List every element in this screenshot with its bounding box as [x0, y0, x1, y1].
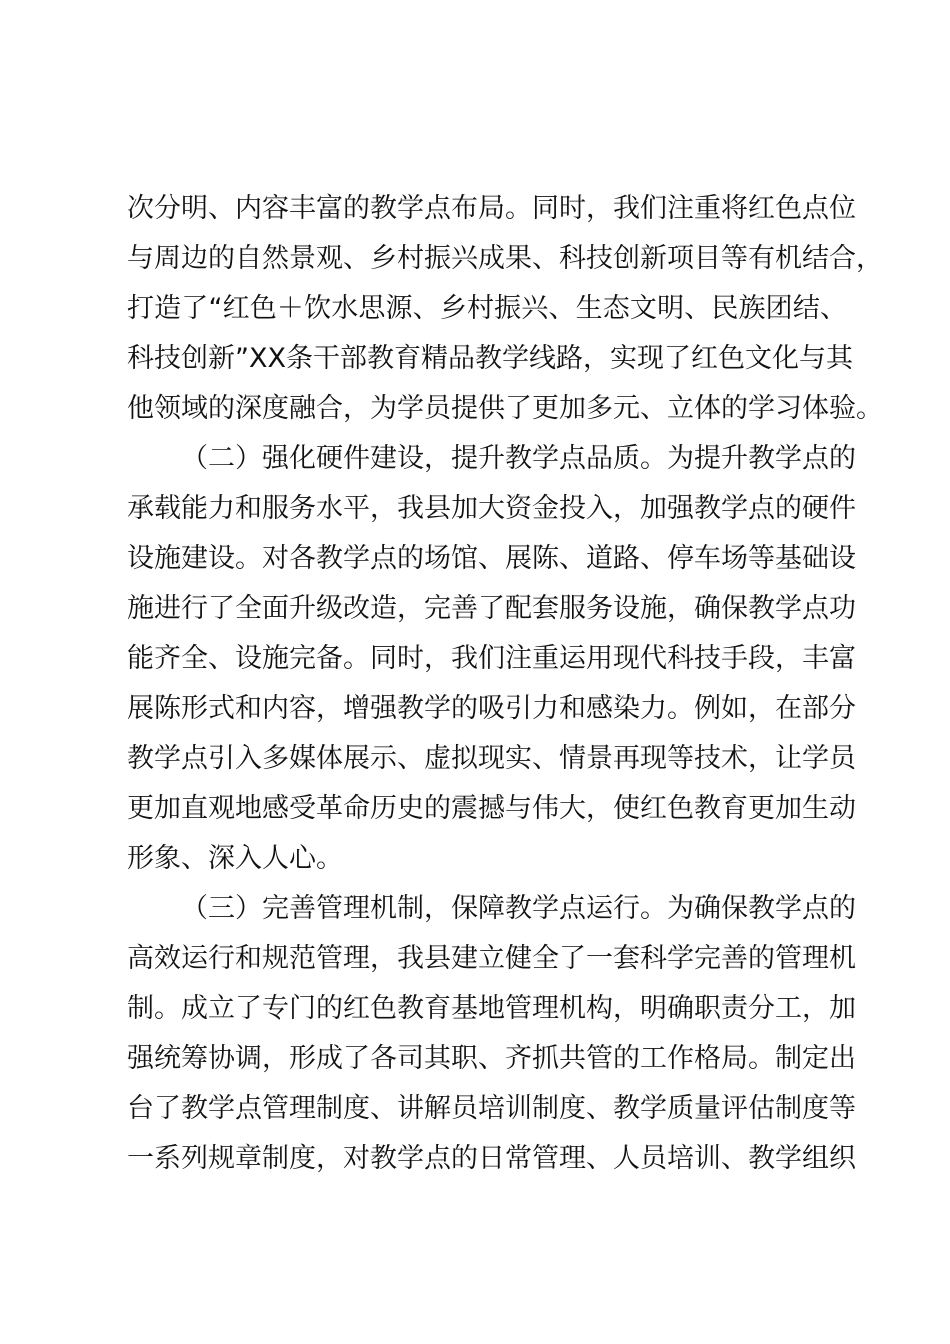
text-line: 展陈形式和内容，增强教学的吸引力和感染力。例如，在部分 [127, 693, 856, 724]
text-line: 教学点引入多媒体展示、虚拟现实、情景再现等技术，让学员 [127, 743, 856, 774]
text-line: 台了教学点管理制度、讲解员培训制度、教学质量评估制度等 [127, 1093, 856, 1124]
text-line: 形象、深入人心。 [127, 843, 343, 874]
text-line: 一系列规章制度，对教学点的日常管理、人员培训、教学组织 [127, 1143, 856, 1174]
text-line: 强统筹协调，形成了各司其职、齐抓共管的工作格局。制定出 [127, 1043, 856, 1074]
text-line: 设施建设。对各教学点的场馆、展陈、道路、停车场等基础设 [127, 543, 856, 574]
body-text [127, 184, 883, 1184]
text-line: 他领域的深度融合，为学员提供了更加多元、立体的学习体验。 [127, 393, 883, 424]
text-line: 科技创新”XX条干部教育精品教学线路，实现了红色文化与其 [127, 343, 853, 374]
text-line: 打造了“红色＋饮水思源、乡村振兴、生态文明、民族团结、 [127, 293, 847, 324]
text-line: 次分明、内容丰富的教学点布局。同时，我们注重将红色点位 [127, 193, 856, 224]
text-line: 施进行了全面升级改造，完善了配套服务设施，确保教学点功 [127, 593, 856, 624]
text-line: （二）强化硬件建设，提升教学点品质。为提升教学点的 [181, 443, 856, 474]
text-line: 承载能力和服务水平，我县加大资金投入，加强教学点的硬件 [127, 493, 856, 524]
text-line: 能齐全、设施完备。同时，我们注重运用现代科技手段，丰富 [127, 643, 856, 674]
text-line: 高效运行和规范管理，我县建立健全了一套科学完善的管理机 [127, 943, 856, 974]
text-line: 更加直观地感受革命历史的震撼与伟大，使红色教育更加生动 [127, 793, 856, 824]
text-line: 制。成立了专门的红色教育基地管理机构，明确职责分工，加 [127, 993, 856, 1024]
text-line: （三）完善管理机制，保障教学点运行。为确保教学点的 [181, 893, 856, 924]
text-line: 与周边的自然景观、乡村振兴成果、科技创新项目等有机结合， [127, 243, 883, 274]
